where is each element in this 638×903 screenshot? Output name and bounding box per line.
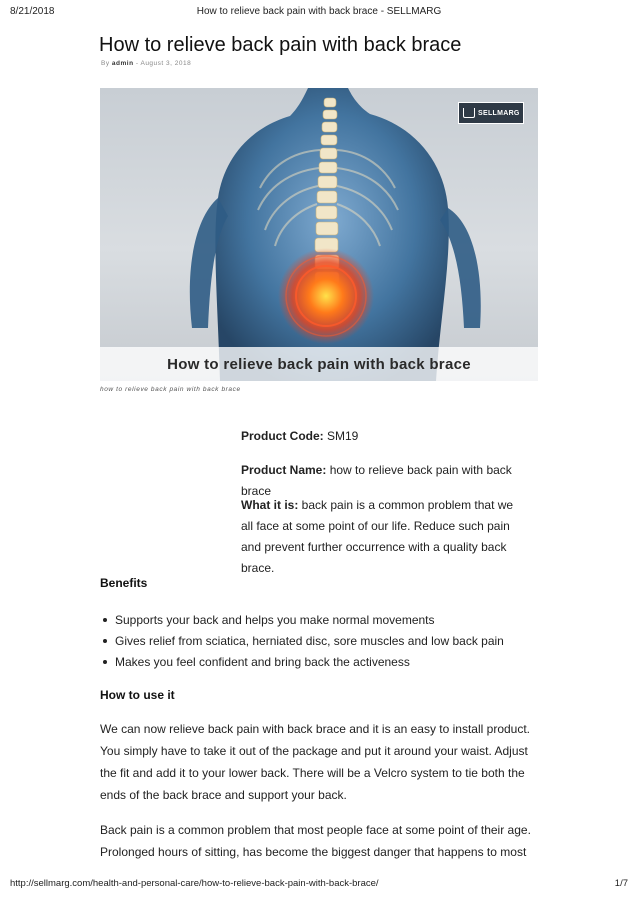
benefits-heading: Benefits xyxy=(100,576,148,590)
print-date: 8/21/2018 xyxy=(10,6,55,17)
hero-image xyxy=(100,88,538,381)
product-name-value: how to relieve back pain with back brace xyxy=(241,463,512,498)
print-doc-title: How to relieve back pain with back brace - SELLMARG xyxy=(196,6,442,17)
list-item: Supports your back and helps you make normal movements xyxy=(100,610,504,631)
product-code xyxy=(241,426,531,447)
logo-text: SELLMARG xyxy=(478,109,520,117)
image-caption: how to relieve back pain with back brace xyxy=(100,386,241,393)
howto-heading: How to use it xyxy=(100,688,175,702)
sellmarg-logo xyxy=(458,102,524,124)
print-url: http://sellmarg.com/health-and-personal-care/how-to-relieve-back-pain-with-back-brace/ xyxy=(10,878,379,889)
list-item: Gives relief from sciatica, herniated disc, sore muscles and low back pain xyxy=(100,631,504,652)
hero-overlay-text: How to relieve back pain with back brace xyxy=(100,347,538,381)
product-code-label: Product Code: xyxy=(241,429,324,443)
cart-icon xyxy=(463,108,475,118)
list-item: Makes you feel confident and bring back the activeness xyxy=(100,652,504,673)
meta-author-link[interactable]: admin xyxy=(111,60,134,67)
howto-paragraph: We can now relieve back pain with back brace and it is an easy to install product. You simply have to take it out of the package and put it around your waist. Adjust the fit and add it to your lower back. There will be a Velcro system to tie both the ends of the back brace and support your back. xyxy=(100,722,531,802)
benefits-list xyxy=(100,610,504,673)
what-it-is-value: back pain is a common problem that we all face at some point of our life. Reduce such pain and prevent further occurrence with a quality back brace. xyxy=(241,498,514,575)
what-it-is xyxy=(241,495,526,579)
article-meta xyxy=(101,60,191,67)
meta-by: By xyxy=(101,60,110,67)
article-title: How to relieve back pain with back brace xyxy=(99,34,462,56)
print-header xyxy=(10,6,628,20)
print-footer xyxy=(10,878,628,890)
back-anatomy-illustration xyxy=(100,88,538,381)
product-code-value: SM19 xyxy=(323,429,359,443)
product-name-label: Product Name: xyxy=(241,463,327,477)
what-it-is-label: What it is: xyxy=(241,498,299,512)
body-paragraph: Back pain is a common problem that most people face at some point of their age. Prolonged hours of sitting, has become the biggest danger that happens to most xyxy=(100,823,531,859)
page-number: 1/7 xyxy=(614,878,628,889)
meta-date: - August 3, 2018 xyxy=(135,60,192,67)
